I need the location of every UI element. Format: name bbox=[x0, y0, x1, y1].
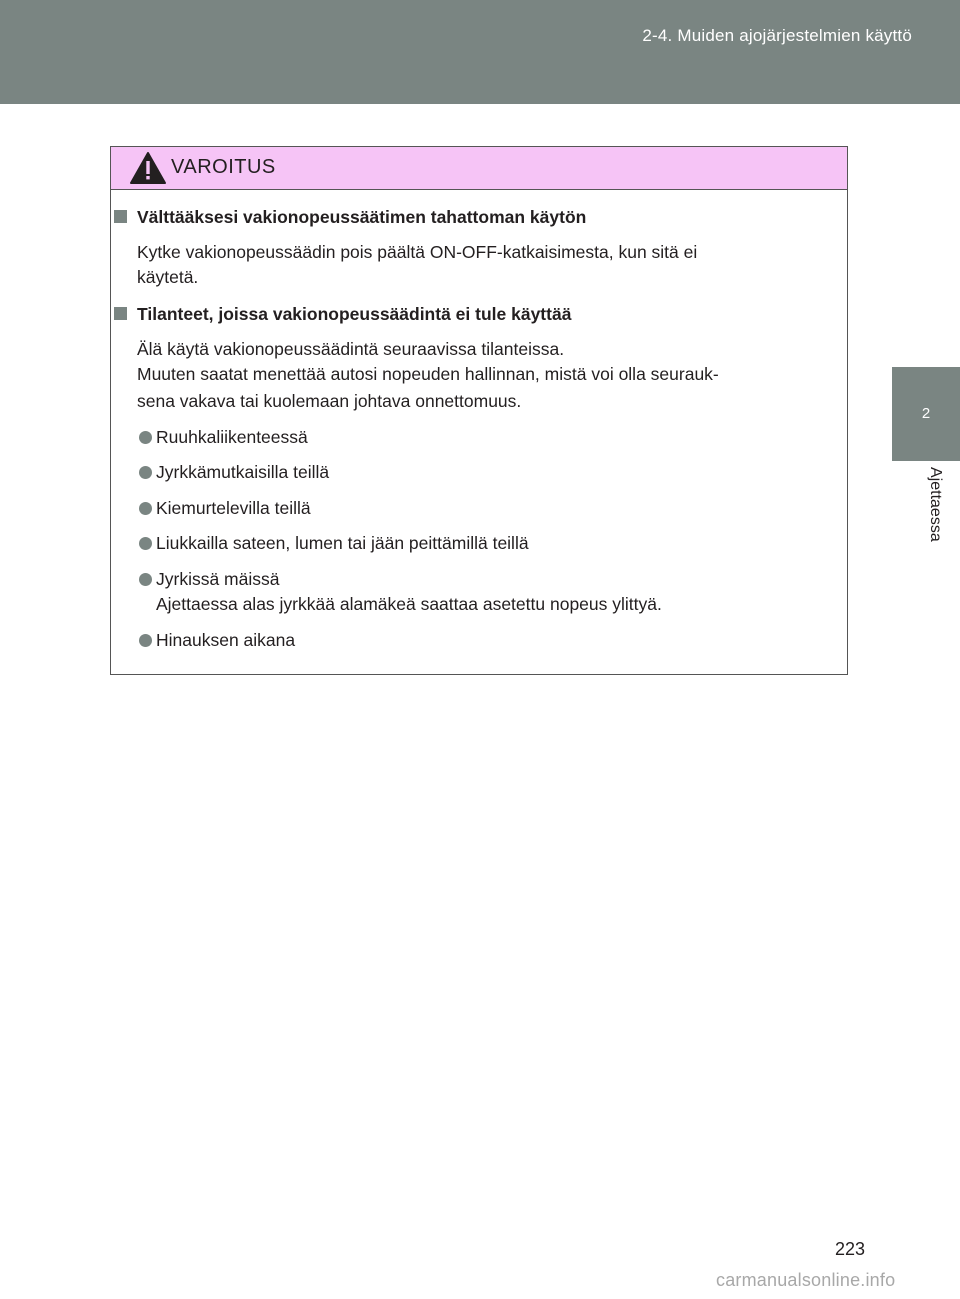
paragraph: Muuten saatat menettää autosi nopeuden hallinnan, mistä voi olla seurauk- bbox=[137, 364, 719, 384]
chapter-tab-label: Ajettaessa bbox=[927, 467, 944, 542]
round-bullet-icon bbox=[139, 502, 152, 515]
warning-title: VAROITUS bbox=[171, 156, 276, 178]
chapter-tab-number: 2 bbox=[892, 367, 960, 461]
round-bullet-icon bbox=[139, 573, 152, 586]
header-bar bbox=[0, 0, 960, 104]
section-title: 2-4. Muiden ajojärjestelmien käyttö bbox=[642, 26, 912, 45]
paragraph: käytetä. bbox=[137, 267, 199, 287]
warning-triangle-icon bbox=[129, 151, 167, 185]
paragraph: Älä käytä vakionopeussäädintä seuraavissa tilanteissa. bbox=[137, 339, 565, 359]
square-bullet-icon bbox=[114, 307, 127, 320]
square-bullet-icon bbox=[114, 210, 127, 223]
paragraph: Kytke vakionopeussäädin pois päältä ON-OFF-katkaisimesta, kun sitä ei bbox=[137, 242, 698, 262]
watermark: carmanualsonline.info bbox=[716, 1270, 896, 1290]
round-bullet-icon bbox=[139, 537, 152, 550]
chapter-tab bbox=[892, 461, 960, 661]
paragraph: sena vakava tai kuolemaan johtava onnettomuus. bbox=[137, 391, 522, 411]
warning-box: VAROITUS Välttääksesi vakionopeussäätimen tahattoman käytön Kytke vakionopeussäädin pois päältä ON-OFF-katkaisimesta, kun sitä ei käytetä. Tilanteet, joissa vakionopeussäädintä ei tule käyttää Älä käytä vakionopeussäädintä seuraavissa tilanteissa. Muuten saatat menettää autosi nopeuden hallinnan, mistä voi olla seurauk- sena vakava tai kuolemaan johtava onnettomuus. Ruuhkaliikenteessä Jyrkkämutkaisilla teillä Kiemurtelevilla teillä Liukkailla sateen, lumen tai jään peittämillä teillä Jyrkissä mäissä Ajettaessa alas jyrkkää alamäkeä saattaa asetettu nopeus ylittyä. Hinauksen aikana bbox=[110, 146, 848, 675]
round-bullet-icon bbox=[139, 431, 152, 444]
round-bullet-icon bbox=[139, 466, 152, 479]
round-bullet-icon bbox=[139, 634, 152, 647]
page-number: 223 bbox=[835, 1239, 866, 1259]
warning-header bbox=[111, 147, 847, 190]
